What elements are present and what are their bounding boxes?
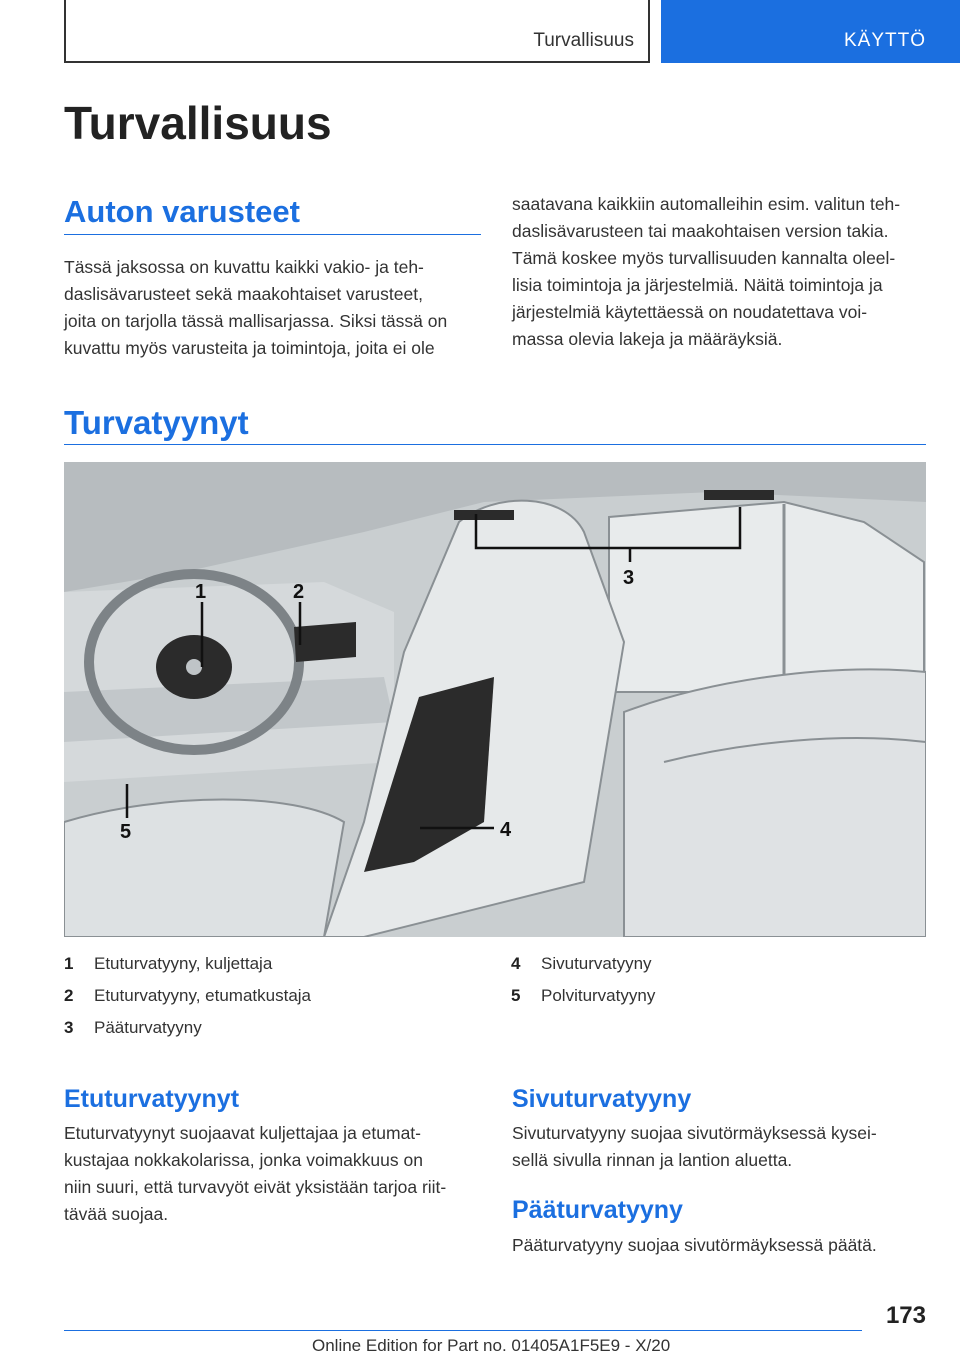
airbag-illustration [64,462,926,937]
airbag-legend-right [511,953,655,1017]
head-airbag-text [512,1232,932,1259]
legend-item [511,953,655,985]
car-interior-drawing [64,462,926,937]
text-line: tävää suojaa. [64,1204,169,1224]
header-chapter-tab [661,0,960,63]
legend-item [511,985,655,1017]
subsection-title-front-airbags: Etuturvatyynyt [64,1085,240,1113]
callout-1: 1 [195,581,207,603]
callout-2: 2 [293,581,305,603]
text-line: joita on tarjolla tässä mallisarjassa. Siksi tässä on [64,311,448,331]
section-title-equipment: Auton varusteet [64,194,300,229]
equipment-text-col1 [64,254,484,362]
airbag-legend-left [64,953,311,1049]
legend-label: Sivuturvatyyny [541,954,652,973]
text-line: niin suuri, että turvavyöt eivät yksistään tarjoa riit- [64,1177,447,1197]
page-number: 173 [885,1302,926,1329]
text-line: lisia toimintoja ja järjestelmiä. Näitä toimintoja ja [512,275,883,295]
section-title-airbags: Turvatyynyt [64,404,249,441]
header-chapter-label: KÄYTTÖ [843,30,926,51]
legend-number: 4 [511,954,521,973]
legend-label: Etuturvatyyny, etumatkustaja [94,986,312,1005]
legend-item [64,985,311,1017]
text-line: Tässä jaksossa on kuvattu kaikki vakio- ja teh- [64,257,424,277]
legend-label: Etuturvatyyny, kuljettaja [94,954,273,973]
legend-number: 3 [64,1018,74,1037]
legend-label: Polviturvatyyny [541,986,656,1005]
text-line: Sivuturvatyyny suojaa sivutörmäyksessä kysei- [512,1123,877,1143]
legend-item [64,953,311,985]
legend-number: 1 [64,954,74,973]
legend-item [64,1017,311,1049]
subsection-title-head-airbag: Pääturvatyyny [512,1196,683,1224]
footer-edition: Online Edition for Part no. 01405A1F5E9 - X/20 [312,1336,671,1355]
text-line: Pääturvatyyny suojaa sivutörmäyksessä päätä. [512,1235,877,1255]
text-line: sellä sivulla rinnan ja lantion aluetta. [512,1150,793,1170]
text-line: kuvattu myös varusteita ja toimintoja, joita ei ole [64,338,435,358]
side-airbag-text [512,1120,932,1174]
section-rule-equipment [64,234,481,235]
equipment-text-col2 [512,191,932,353]
callout-3: 3 [623,567,635,589]
text-line: saatavana kaikkiin automalleihin esim. valitun teh- [512,194,901,214]
header-section-tab [64,0,650,63]
legend-label: Pääturvatyyny [94,1018,202,1037]
text-line: massa olevia lakeja ja määräyksiä. [512,329,783,349]
section-rule-airbags [64,444,926,445]
header-section-label: Turvallisuus [533,30,634,51]
legend-number: 2 [64,986,74,1005]
text-line: Tämä koskee myös turvallisuuden kannalta oleel- [512,248,896,268]
callout-4: 4 [500,819,512,841]
text-line: kustajaa nokkakolarissa, jonka voimakkuus on [64,1150,423,1170]
text-line: daslisävarusteet sekä maakohtaiset varusteet, [64,284,423,304]
page-title: Turvallisuus [64,97,332,149]
text-line: Etuturvatyynyt suojaavat kuljettajaa ja etumat- [64,1123,421,1143]
callout-5: 5 [120,821,132,843]
subsection-title-side-airbag: Sivuturvatyyny [512,1085,692,1113]
front-airbags-text [64,1120,484,1228]
text-line: daslisävarusteen tai maakohtaisen version takia. [512,221,889,241]
legend-number: 5 [511,986,521,1005]
footer-rule [64,1330,862,1331]
text-line: järjestelmiä käytettäessä on noudatettava voi- [512,302,868,322]
